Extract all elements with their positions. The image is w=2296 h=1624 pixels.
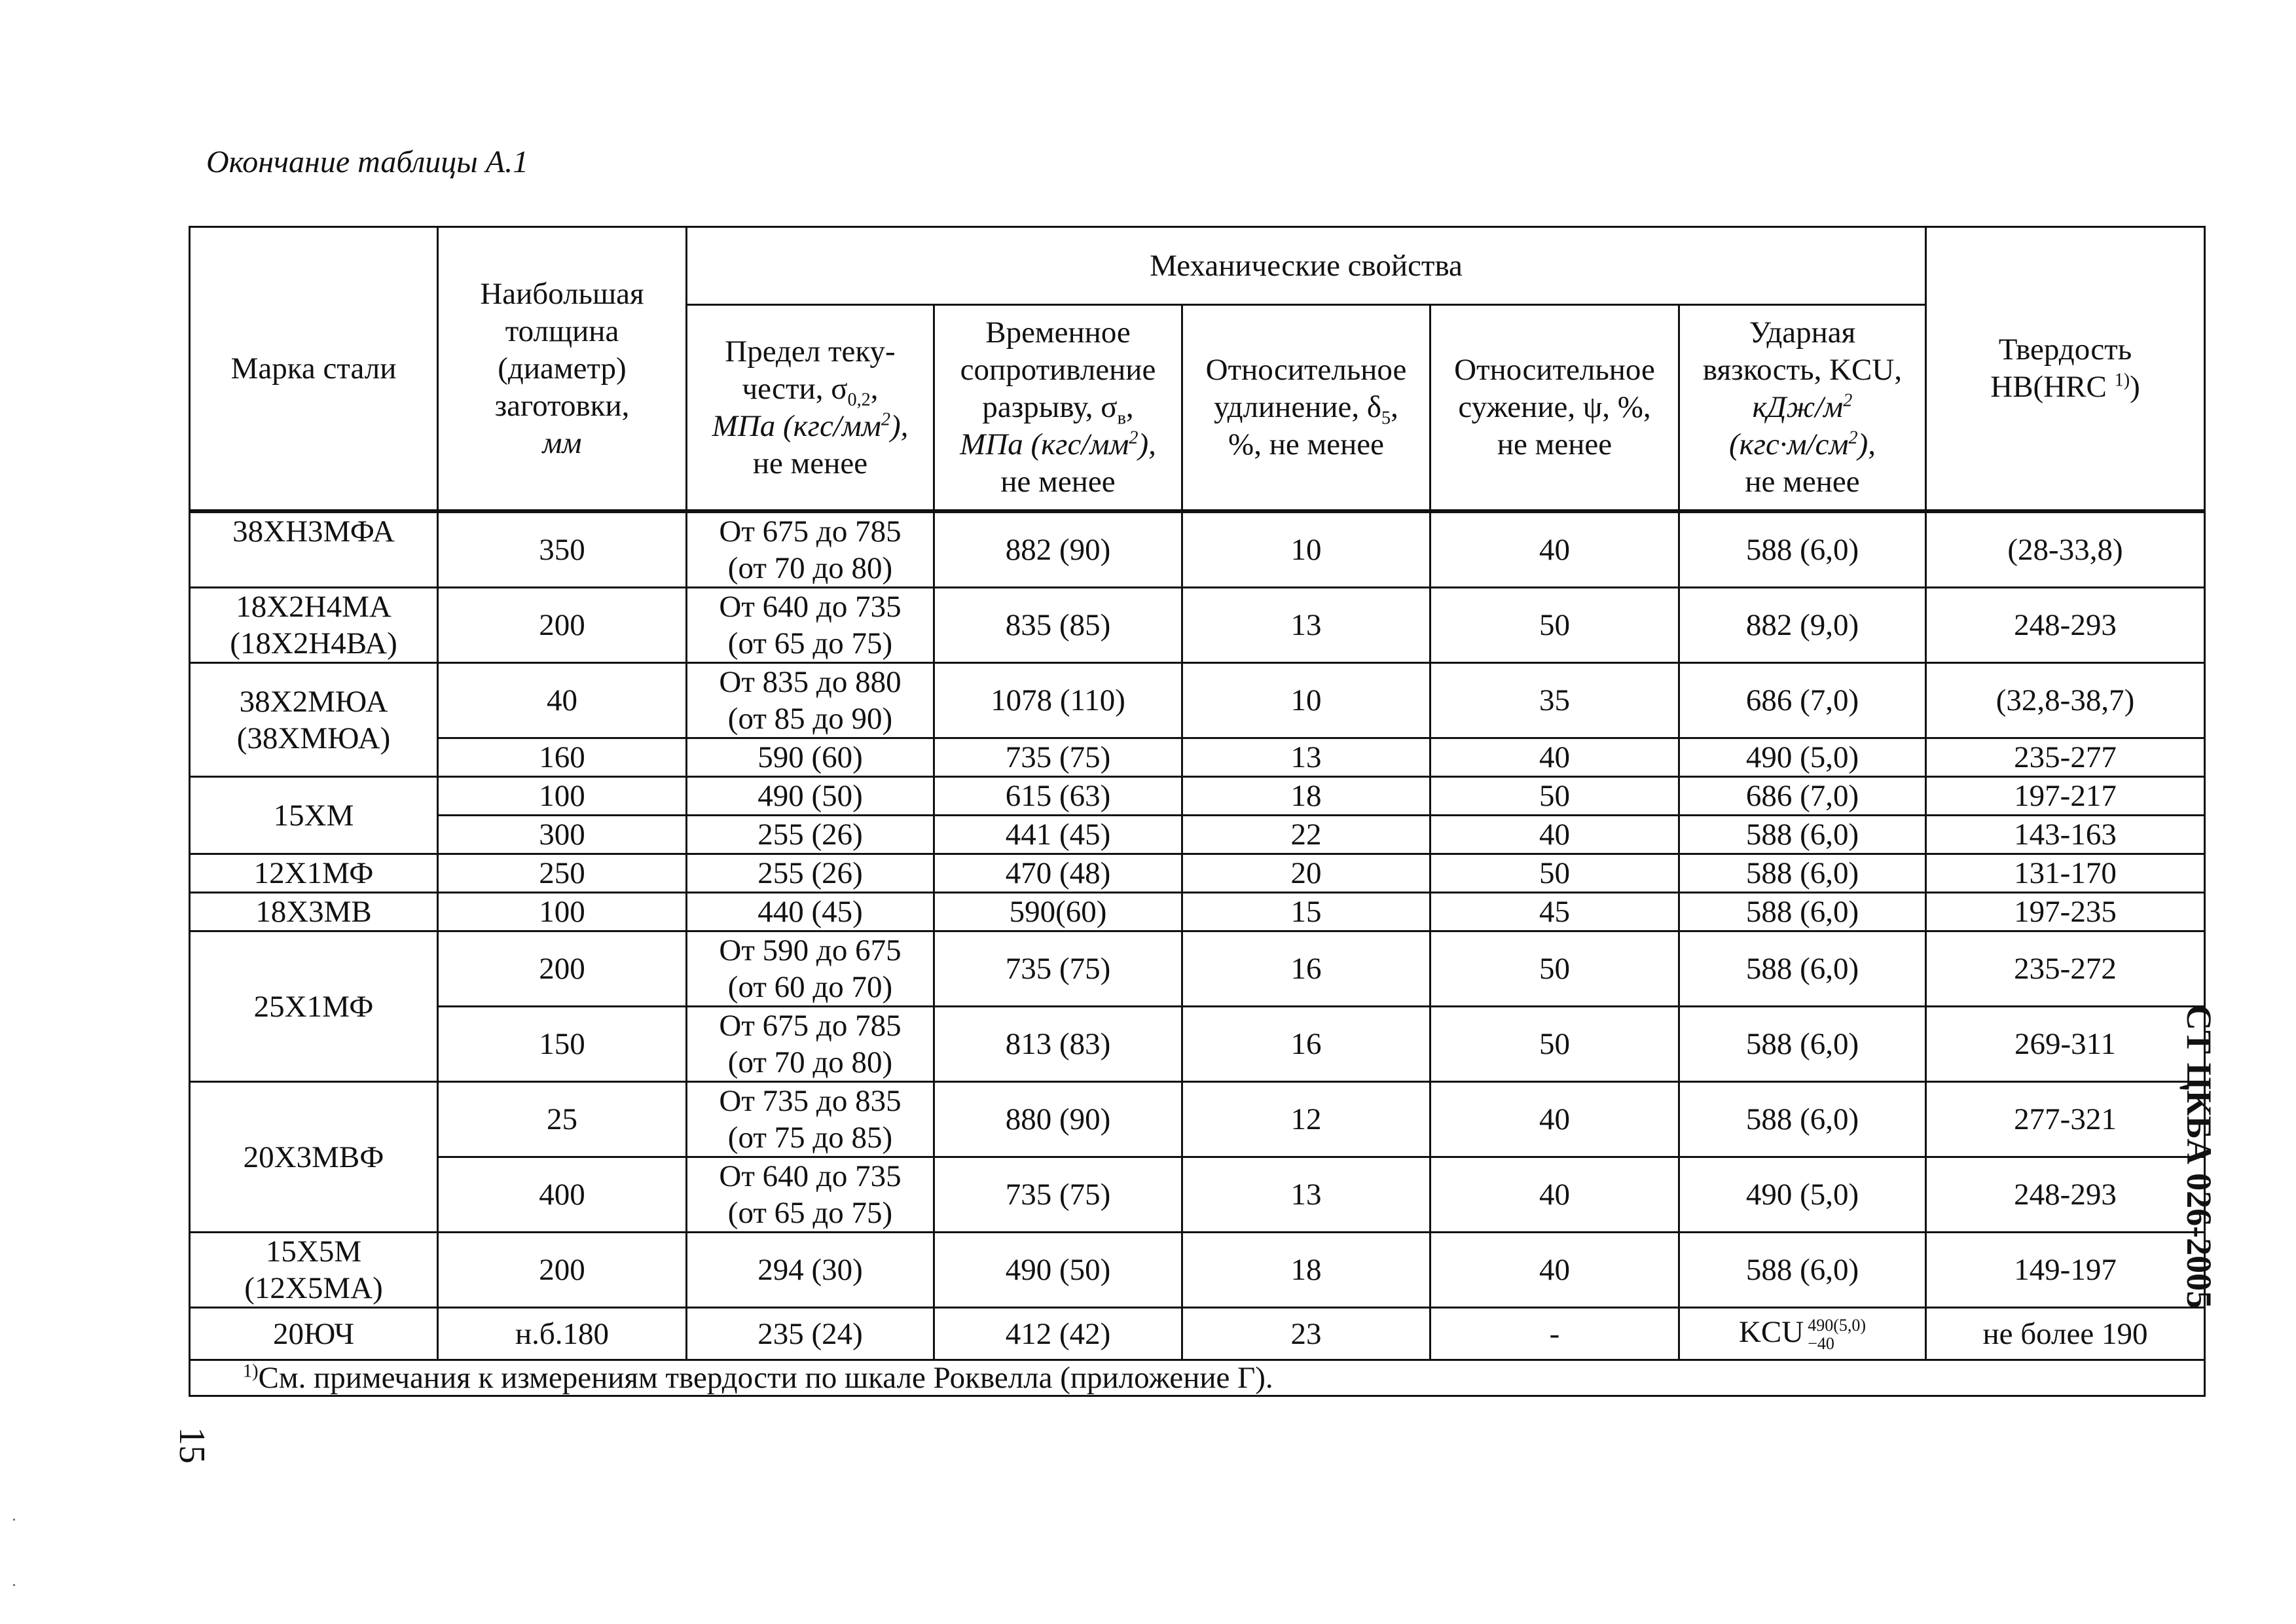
- table-row: [190, 1082, 2205, 1157]
- thickness-cell: н.б.180: [438, 1308, 687, 1360]
- grade-cell: 15Х5М (12Х5МА): [190, 1233, 438, 1308]
- tensile-cell: 615 (63): [934, 777, 1182, 816]
- tensile-cell: 470 (48): [934, 854, 1182, 893]
- grade-cell: 20Х3МВФ: [190, 1082, 438, 1233]
- hardness-cell: 269-311: [1926, 1007, 2205, 1082]
- tensile-cell: 490 (50): [934, 1233, 1182, 1308]
- header-elongation: Относительное удлинение, $\delta_5$, %, не менее: [1182, 305, 1430, 511]
- impact-cell: KCU 490(5,0) −40: [1679, 1308, 1926, 1360]
- reduction-cell: 35: [1430, 663, 1679, 738]
- footnote-row: [190, 1360, 2205, 1396]
- reduction-cell: 40: [1430, 738, 1679, 777]
- yield-cell: 235 (24): [687, 1308, 934, 1360]
- grade-cell: 38ХН3МФА: [190, 513, 438, 588]
- hardness-cell: 197-235: [1926, 893, 2205, 931]
- reduction-cell: 40: [1430, 1082, 1679, 1157]
- table-row: [190, 1233, 2205, 1308]
- hardness-cell: 235-272: [1926, 931, 2205, 1007]
- header-tensile-strength: Временное сопротивление разрыву, $\sigma_в$, МПа $(кгс/мм^2)$, не менее: [934, 305, 1182, 511]
- grade-cell: 12Х1МФ: [190, 854, 438, 893]
- impact-cell: 588 (6,0): [1679, 513, 1926, 588]
- impact-cell: 588 (6,0): [1679, 816, 1926, 854]
- tensile-cell: 882 (90): [934, 513, 1182, 588]
- impact-cell: 588 (6,0): [1679, 854, 1926, 893]
- footnote: $^{1)}$См. примечания к измерениям твердости по шкале Роквелла (приложение Г).: [190, 1360, 2205, 1396]
- grade-cell: 38Х2МЮА (38ХМЮА): [190, 663, 438, 777]
- impact-cell: 588 (6,0): [1679, 1082, 1926, 1157]
- yield-cell: 294 (30): [687, 1233, 934, 1308]
- yield-cell: 440 (45): [687, 893, 934, 931]
- reduction-cell: 50: [1430, 588, 1679, 663]
- hardness-cell: 277-321: [1926, 1082, 2205, 1157]
- elongation-cell: 12: [1182, 1082, 1430, 1157]
- table-caption: Окончание таблицы А.1: [206, 145, 529, 179]
- mechanical-properties-table: [189, 226, 2206, 1397]
- header-thickness: Наибольшая толщина (диаметр) заготовки, мм: [438, 227, 687, 511]
- document-code: СТ ЦКБА 026-2005: [2179, 1005, 2219, 1309]
- reduction-cell: -: [1430, 1308, 1679, 1360]
- hardness-cell: 197-217: [1926, 777, 2205, 816]
- scan-speck: [13, 1519, 15, 1521]
- yield-cell: От 640 до 735 (от 65 до 75): [687, 588, 934, 663]
- impact-cell: 588 (6,0): [1679, 1233, 1926, 1308]
- reduction-cell: 50: [1430, 854, 1679, 893]
- grade-cell: 18Х3МВ: [190, 893, 438, 931]
- thickness-cell: 200: [438, 588, 687, 663]
- reduction-cell: 50: [1430, 1007, 1679, 1082]
- thickness-cell: 150: [438, 1007, 687, 1082]
- reduction-cell: 40: [1430, 1157, 1679, 1233]
- hardness-cell: 248-293: [1926, 588, 2205, 663]
- tensile-cell: 1078 (110): [934, 663, 1182, 738]
- table-row: [190, 738, 2205, 777]
- elongation-cell: 13: [1182, 1157, 1430, 1233]
- table-row: [190, 513, 2205, 588]
- elongation-cell: 23: [1182, 1308, 1430, 1360]
- header-reduction-of-area: Относительное сужение, ψ, %, не менее: [1430, 305, 1679, 511]
- thickness-cell: 300: [438, 816, 687, 854]
- thickness-cell: 40: [438, 663, 687, 738]
- hardness-cell: 131-170: [1926, 854, 2205, 893]
- table-row: [190, 588, 2205, 663]
- yield-cell: 255 (26): [687, 854, 934, 893]
- header-mechanical-properties: Механические свойства: [687, 227, 1926, 305]
- reduction-cell: 50: [1430, 931, 1679, 1007]
- reduction-cell: 45: [1430, 893, 1679, 931]
- elongation-cell: 13: [1182, 588, 1430, 663]
- hardness-cell: 143-163: [1926, 816, 2205, 854]
- tensile-cell: 735 (75): [934, 1157, 1182, 1233]
- table-row: [190, 893, 2205, 931]
- table-row: [190, 854, 2205, 893]
- thickness-cell: 250: [438, 854, 687, 893]
- grade-cell: 25Х1МФ: [190, 931, 438, 1082]
- tensile-cell: 880 (90): [934, 1082, 1182, 1157]
- table-row: [190, 1308, 2205, 1360]
- hardness-cell: 248-293: [1926, 1157, 2205, 1233]
- elongation-cell: 18: [1182, 1233, 1430, 1308]
- impact-cell: 588 (6,0): [1679, 1007, 1926, 1082]
- hardness-cell: (32,8-38,7): [1926, 663, 2205, 738]
- yield-cell: От 640 до 735 (от 65 до 75): [687, 1157, 934, 1233]
- hardness-cell: 235-277: [1926, 738, 2205, 777]
- reduction-cell: 40: [1430, 816, 1679, 854]
- reduction-cell: 40: [1430, 1233, 1679, 1308]
- yield-cell: От 675 до 785 (от 70 до 80): [687, 513, 934, 588]
- tensile-cell: 835 (85): [934, 588, 1182, 663]
- thickness-cell: 400: [438, 1157, 687, 1233]
- table-row: [190, 663, 2205, 738]
- tensile-cell: 813 (83): [934, 1007, 1182, 1082]
- table-row: [190, 931, 2205, 1007]
- tensile-cell: 590(60): [934, 893, 1182, 931]
- yield-cell: От 735 до 835 (от 75 до 85): [687, 1082, 934, 1157]
- reduction-cell: 40: [1430, 513, 1679, 588]
- elongation-cell: 16: [1182, 931, 1430, 1007]
- thickness-cell: 160: [438, 738, 687, 777]
- impact-cell: 686 (7,0): [1679, 663, 1926, 738]
- yield-cell: От 675 до 785 (от 70 до 80): [687, 1007, 934, 1082]
- tensile-cell: 441 (45): [934, 816, 1182, 854]
- tensile-cell: 412 (42): [934, 1308, 1182, 1360]
- grade-cell: 20ЮЧ: [190, 1308, 438, 1360]
- thickness-cell: 350: [438, 513, 687, 588]
- table-row: [190, 1157, 2205, 1233]
- impact-cell: 686 (7,0): [1679, 777, 1926, 816]
- elongation-cell: 18: [1182, 777, 1430, 816]
- impact-cell: 882 (9,0): [1679, 588, 1926, 663]
- elongation-cell: 15: [1182, 893, 1430, 931]
- header-impact-toughness: Ударная вязкость, KCU, кДж/$м^2$ $(кгс\cdot м/см^2)$, не менее: [1679, 305, 1926, 511]
- elongation-cell: 10: [1182, 513, 1430, 588]
- table-row: [190, 1007, 2205, 1082]
- grade-cell: 15ХМ: [190, 777, 438, 854]
- hardness-cell: не более 190: [1926, 1308, 2205, 1360]
- yield-cell: 255 (26): [687, 816, 934, 854]
- thickness-cell: 100: [438, 893, 687, 931]
- grade-cell: 18Х2Н4МА (18Х2Н4ВА): [190, 588, 438, 663]
- scan-speck: [13, 1584, 15, 1586]
- yield-cell: 490 (50): [687, 777, 934, 816]
- impact-cell: 588 (6,0): [1679, 893, 1926, 931]
- header-hardness: Твердость НВ(HRC $^{1)}$): [1926, 227, 2205, 511]
- yield-cell: 590 (60): [687, 738, 934, 777]
- tensile-cell: 735 (75): [934, 738, 1182, 777]
- table-row: [190, 777, 2205, 816]
- yield-cell: От 590 до 675 (от 60 до 70): [687, 931, 934, 1007]
- header-yield-strength: Предел теку- чести, $\sigma_{0,2}$, МПа $(кгс/мм^2)$, не менее: [687, 305, 934, 511]
- thickness-cell: 200: [438, 931, 687, 1007]
- elongation-cell: 10: [1182, 663, 1430, 738]
- tensile-cell: 735 (75): [934, 931, 1182, 1007]
- elongation-cell: 22: [1182, 816, 1430, 854]
- impact-cell: 490 (5,0): [1679, 738, 1926, 777]
- thickness-cell: 200: [438, 1233, 687, 1308]
- header-grade: Марка стали: [190, 227, 438, 511]
- hardness-cell: 149-197: [1926, 1233, 2205, 1308]
- hardness-cell: (28-33,8): [1926, 513, 2205, 588]
- elongation-cell: 13: [1182, 738, 1430, 777]
- thickness-cell: 100: [438, 777, 687, 816]
- table-row: [190, 816, 2205, 854]
- page-number: 15: [172, 1427, 212, 1464]
- thickness-cell: 25: [438, 1082, 687, 1157]
- impact-cell: 588 (6,0): [1679, 931, 1926, 1007]
- elongation-cell: 20: [1182, 854, 1430, 893]
- reduction-cell: 50: [1430, 777, 1679, 816]
- yield-cell: От 835 до 880 (от 85 до 90): [687, 663, 934, 738]
- elongation-cell: 16: [1182, 1007, 1430, 1082]
- impact-cell: 490 (5,0): [1679, 1157, 1926, 1233]
